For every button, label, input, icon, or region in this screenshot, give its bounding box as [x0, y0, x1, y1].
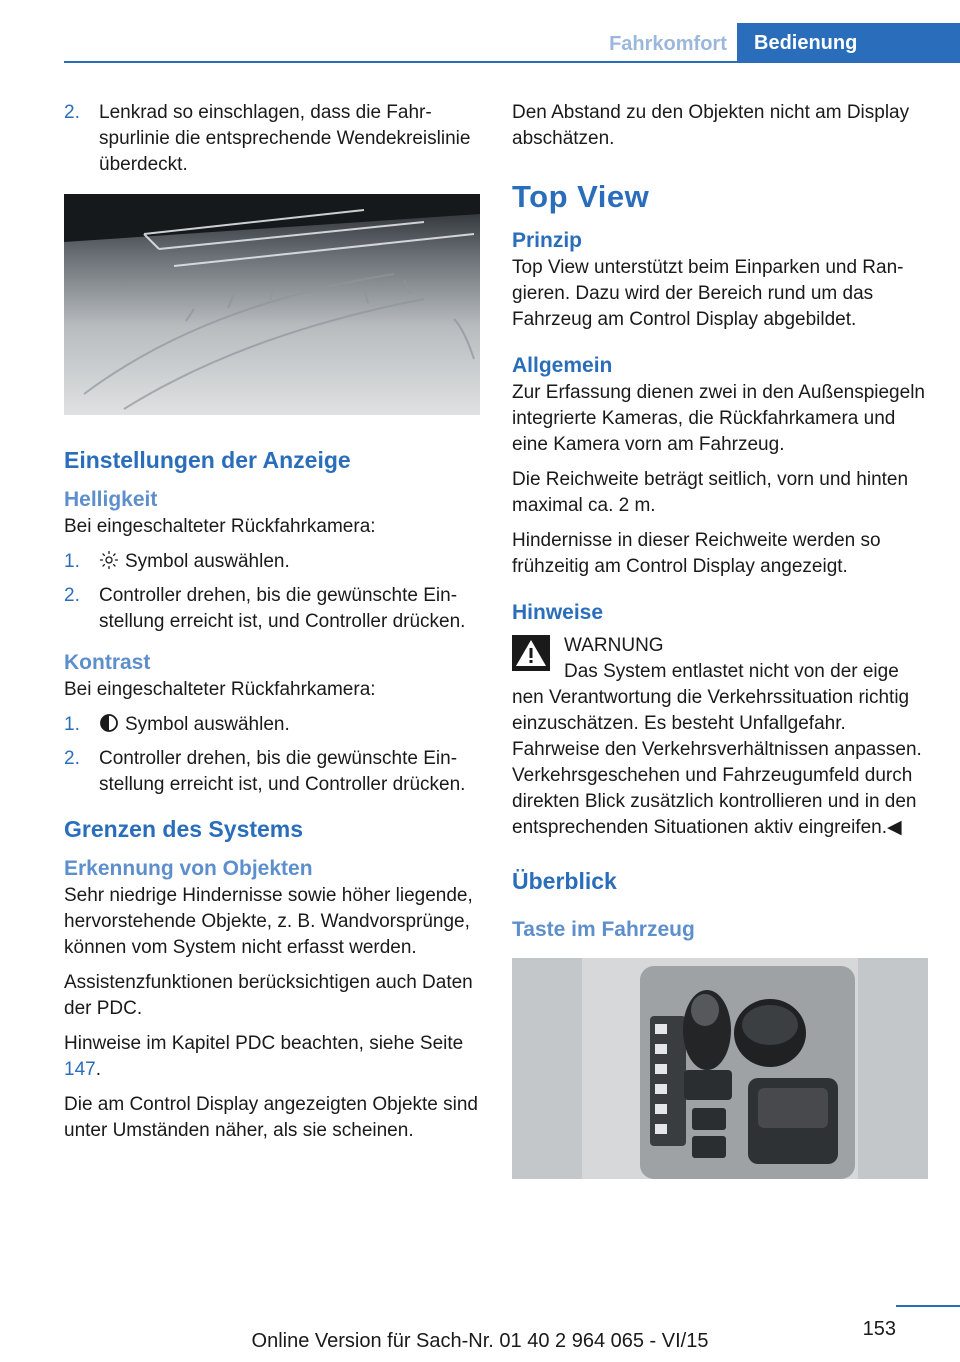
page-number: 153	[862, 1318, 896, 1340]
step-number: 1.	[64, 714, 80, 735]
header-section-tab: Fahrkomfort	[609, 33, 727, 55]
list-item	[64, 549, 480, 575]
subsection-title-general: Allgemein	[512, 354, 613, 377]
header-rule	[64, 61, 960, 63]
subsection-title-principle: Prinzip	[512, 229, 583, 252]
center-console-image	[512, 958, 928, 1179]
step-text: Symbol auswählen.	[125, 714, 290, 735]
page-link[interactable]: 147	[64, 1059, 96, 1080]
rear-camera-image	[64, 194, 480, 415]
step-text: Controller drehen, bis die gewünschte Einstellung erreicht ist, und Controller drücken.	[99, 585, 466, 632]
paragraph: Den Abstand zu den Objekten nicht am Display abschätzen.	[512, 102, 910, 149]
footer-text: Online Version für Sach-Nr. 01 40 2 964 065 - VI/15	[251, 1330, 709, 1352]
list-item	[64, 583, 480, 635]
chapter-title-topview: Top View	[512, 179, 650, 214]
step-number: 1.	[64, 551, 80, 572]
rear-camera-illustration	[64, 194, 480, 415]
subsection-title-notes: Hinweise	[512, 601, 604, 624]
paragraph-text: Hinweise im Kapitel PDC beachten, siehe Seite	[64, 1033, 464, 1054]
step-number: 2.	[64, 102, 80, 123]
subsection-title-button: Taste im Fahrzeug	[512, 918, 695, 941]
paragraph: Zur Erfassung dienen zwei in den Außenspiegeln integrierte Kameras, die Rückfahrkamera und eine Kamera vorn am Fahrzeug.	[512, 382, 925, 455]
step-number: 2.	[64, 585, 80, 606]
subsection-title-brightness: Helligkeit	[64, 488, 158, 511]
contrast-steps	[64, 712, 480, 798]
left-column	[64, 100, 480, 1153]
paragraph	[64, 1031, 480, 1083]
list-item	[64, 100, 480, 178]
list-item	[64, 712, 480, 738]
warning-icon	[512, 635, 550, 671]
warning-text: nen Verantwortung die Verkehrssituation richtig einzuschätzen. Es besteht Unfallgefahr. Fahrweise den Verkehrsverhältnissen anpassen. Verkehrsgeschehen und Fahrzeugumfeld durch direkten Blick zusätzlich kontrollieren und in den entsprechenden Situationen aktiv eingreifen.◀	[512, 687, 922, 838]
step-text: Symbol auswählen.	[125, 551, 290, 572]
steering-steps	[64, 100, 480, 178]
paragraph: Die Reichweite beträgt seitlich, vorn und hinten maximal ca. 2 m.	[512, 469, 909, 516]
paragraph: Die am Control Display angezeigten Objekte sind unter Umständen näher, als sie scheinen.	[64, 1094, 478, 1141]
paragraph: Assistenzfunktionen berücksichtigen auch Daten der PDC.	[64, 972, 473, 1019]
subsection-title-contrast: Kontrast	[64, 651, 151, 674]
header-chapter-tab: Bedienung	[737, 23, 960, 61]
warning-first-line: Das System entlastet nicht von der eige	[564, 661, 899, 682]
step-text: Controller drehen, bis die gewünschte Einstellung erreicht ist, und Controller drücken.	[99, 748, 466, 795]
section-title-limits: Grenzen des Systems	[64, 816, 304, 842]
right-column	[512, 100, 928, 1179]
warning-block	[512, 633, 928, 841]
paragraph: Hindernisse in dieser Reichweite werden so frühzeitig am Control Display angezeigt.	[512, 530, 881, 577]
subsection-title-detection: Erkennung von Objekten	[64, 857, 313, 880]
warning-title: WARNUNG	[564, 635, 664, 656]
paragraph-text: .	[95, 1059, 101, 1080]
brightness-steps	[64, 549, 480, 635]
contrast-intro: Bei eingeschalteter Rückfahrkamera:	[64, 679, 376, 700]
paragraph: Top View unterstützt beim Einparken und Rangieren. Dazu wird der Bereich rund um das Fahrzeug am Control Display abgebildet.	[512, 257, 904, 330]
section-title-settings: Einstellungen der Anzeige	[64, 447, 351, 473]
brightness-icon	[99, 550, 119, 570]
paragraph: Sehr niedrige Hindernisse sowie höher liegende, hervorstehende Objekte, z. B. Wandvorsprünge, können vom System nicht erfasst werden.	[64, 885, 473, 958]
list-item	[64, 746, 480, 798]
section-title-overview: Überblick	[512, 868, 617, 894]
contrast-icon	[99, 713, 119, 733]
step-text: Lenkrad so einschlagen, dass die Fahrspurlinie die entsprechende Wendekreislinie überdeckt.	[99, 102, 471, 175]
step-number: 2.	[64, 748, 80, 769]
brightness-intro: Bei eingeschalteter Rückfahrkamera:	[64, 516, 376, 537]
center-console-illustration	[512, 958, 928, 1179]
footer-rule	[896, 1305, 960, 1307]
